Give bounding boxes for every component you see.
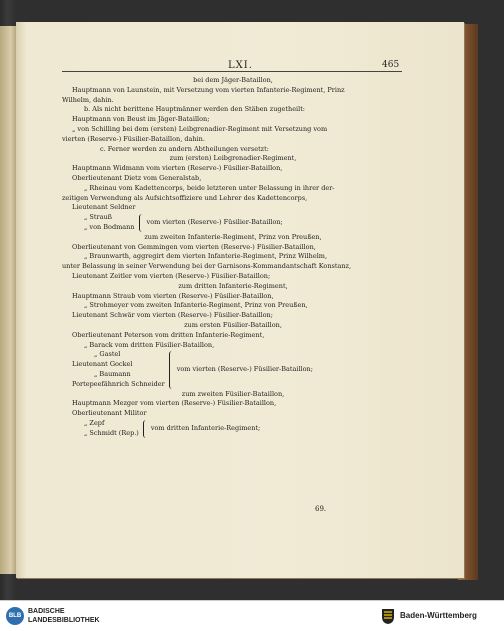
text-line: „ von Schilling bei dem (ersten) Leibgrenadier-Regiment mit Versetzung vom (72, 124, 328, 133)
brace-name: „ Zepf (84, 418, 105, 427)
section-heading: c. Ferner werden zu andern Abtheilungen versetzt: (100, 144, 269, 153)
text-line: Hauptmann von Launstein, mit Versetzung vom vierten Infanterie-Regiment, Prinz (72, 85, 345, 94)
library-name[interactable] (28, 607, 100, 625)
brace-group (62, 213, 404, 233)
brace-mark (139, 214, 144, 232)
section-heading: b. Als nicht berittene Hauptmänner werden den Stäben zugetheilt: (84, 105, 305, 114)
text-line: Lieutenant Schwär vom vierten (Reserve-) Füsilier-Bataillon; (72, 311, 273, 320)
text-line: zum zweiten Füsilier-Bataillon, (181, 389, 285, 398)
document-body (62, 76, 404, 438)
brace-group (62, 419, 404, 439)
library-name-line2: LANDESBIBLIOTHEK (28, 617, 100, 624)
text-line: Hauptmann von Beust im Jäger-Bataillon; (72, 115, 210, 124)
chapter-title: LXI. (228, 60, 253, 71)
text-line: vierten (Reserve-) Füsilier-Bataillon, dahin. (62, 134, 205, 143)
brace-name: „ Schmidt (Rep.) (84, 428, 139, 437)
text-line: Hauptmann Widmann vom vierten (Reserve-) Füsilier-Bataillon, (72, 164, 283, 173)
text-line: „ Strohmeyer vom zweiten Infanterie-Regiment, Prinz von Preußen, (84, 301, 308, 310)
text-line: Oberlieutenant Dietz vom Generalstab, (72, 173, 202, 182)
brace-mark (169, 351, 174, 389)
brace-text: vom dritten Infanterie-Regiment; (150, 423, 261, 432)
sheet-number: 69. (315, 505, 327, 513)
text-line: zeitigen Verwendung als Aufsichtsoffiziere und Lehrer des Kadettencorps, (62, 193, 308, 202)
baden-wuerttemberg-crest-icon[interactable] (380, 607, 396, 625)
brace-mark (143, 420, 148, 438)
text-line: zum dritten Infanterie-Regiment, (178, 281, 288, 290)
brace-text: vom vierten (Reserve-) Füsilier-Bataillon; (176, 365, 313, 373)
text-line: „ Barack vom dritten Füsilier-Bataillon, (84, 340, 215, 349)
text-line: zum ersten Füsilier-Bataillon, (184, 320, 282, 329)
blb-logo-icon[interactable]: BLB (6, 607, 24, 625)
page-number: 465 (382, 60, 400, 70)
brace-name: „ Baumann (94, 369, 131, 378)
text-line: Oberlieutenant Militor (72, 409, 147, 418)
text-line: Oberlieutenant Peterson vom dritten Infanterie-Regiment, (72, 330, 265, 339)
brace-name: „ von Bodmann (84, 222, 135, 231)
text-line: Wilhelm, dahin. (62, 95, 114, 104)
library-name-line1: BADISCHE (28, 608, 65, 615)
text-line: Lieutenant Seldner (72, 203, 136, 212)
text-line: unter Belassung in seiner Verwendung bei der Garnisons-Kommandantschaft Konstanz, (62, 262, 352, 271)
text-line: „ Braunwarth, aggregirt dem vierten Infanterie-Regiment, Prinz Wilhelm, (84, 252, 328, 261)
brace-name: Lieutenant Gockel (72, 360, 133, 369)
brace-name: „ Strauß (84, 213, 113, 222)
text-line: „ Rheinau vom Kadettencorps, beide letzteren unter Belassung in ihrer der- (84, 183, 335, 192)
viewer-footer-bar (0, 600, 504, 631)
state-name[interactable]: Baden-Württemberg (400, 611, 477, 620)
brace-name: „ Gastel (94, 350, 121, 359)
text-line: zum (ersten) Leibgrenadier-Regiment, (169, 154, 297, 163)
brace-group (62, 350, 404, 389)
text-line: Hauptmann Straub vom vierten (Reserve-) Füsilier-Bataillon, (72, 291, 274, 300)
text-line: bei dem Jäger-Bataillon, (193, 76, 273, 84)
text-line: Lieutenant Zeitler vom vierten (Reserve-) Füsilier-Bataillon; (72, 271, 271, 280)
brace-name: Portepeefähnrich Schneider (72, 379, 165, 388)
brace-text: vom vierten (Reserve-) Füsilier-Bataillon; (146, 218, 283, 227)
header-rule (62, 71, 402, 72)
text-line: Hauptmann Mezger vom vierten (Reserve-) Füsilier-Bataillon, (72, 399, 277, 408)
text-line: Oberlieutenant von Gemmingen vom vierten (Reserve-) Füsilier-Bataillon, (72, 242, 316, 251)
text-line: zum zweiten Infanterie-Regiment, Prinz von Preußen, (144, 232, 322, 241)
